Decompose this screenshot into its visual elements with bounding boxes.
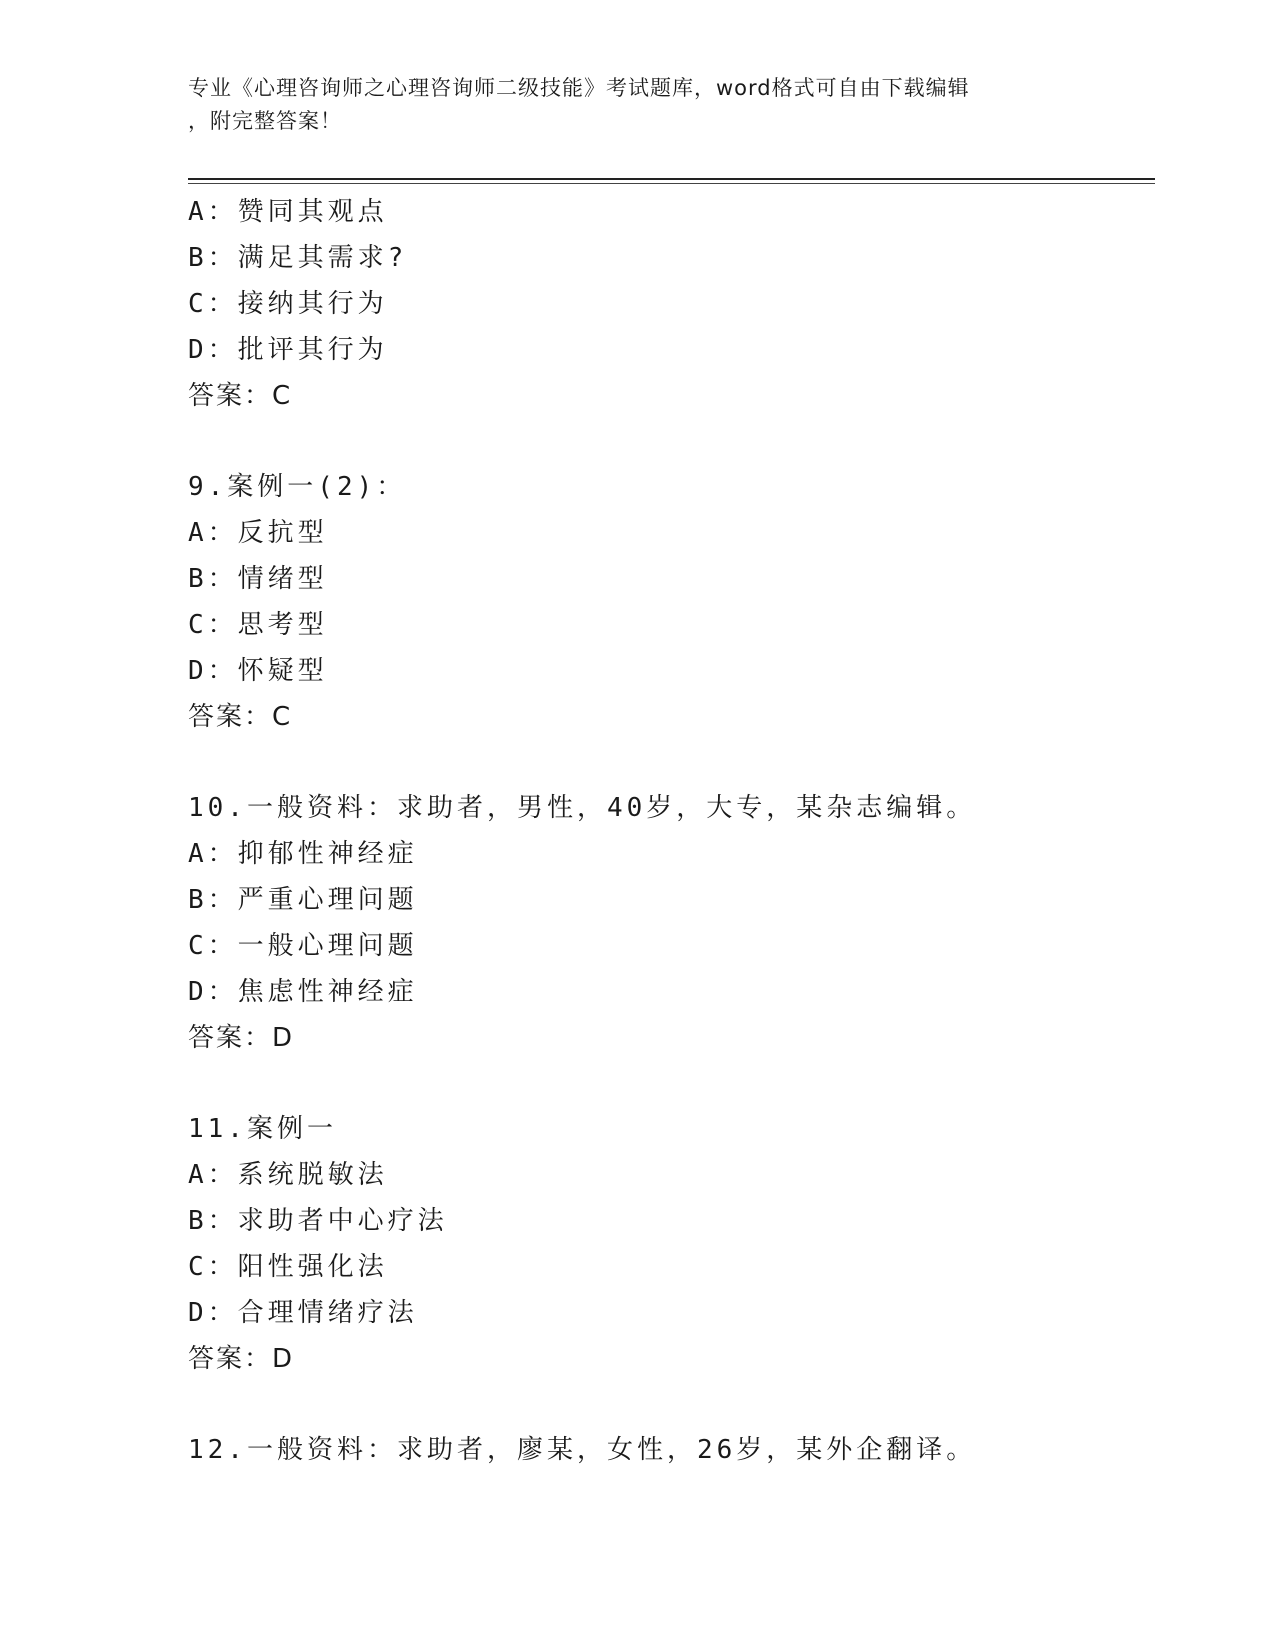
header-divider-thick: [188, 178, 1155, 180]
option-c: C：思考型: [188, 610, 328, 640]
question-8: [188, 189, 1148, 419]
question-list: [188, 189, 1148, 1473]
question-title: 10.一般资料：求助者，男性，40岁，大专，某杂志编辑。: [188, 793, 977, 823]
header-line-2: ，附完整答案！: [188, 109, 342, 133]
answer: 答案：D: [188, 1344, 295, 1374]
option-d: D：焦虑性神经症: [188, 977, 418, 1007]
question-12: [188, 1427, 1148, 1473]
question-9: [188, 464, 1148, 740]
question-title: 11.案例一: [188, 1114, 337, 1144]
option-d: D：批评其行为: [188, 335, 388, 365]
question-11: [188, 1106, 1148, 1382]
header-line-1: 专业《心理咨询师之心理咨询师二级技能》考试题库，word格式可自由下载编辑: [188, 76, 970, 100]
option-a: A：赞同其观点: [188, 197, 388, 227]
question-10: [188, 785, 1148, 1061]
option-c: C：一般心理问题: [188, 931, 418, 961]
option-b: B：情绪型: [188, 564, 328, 594]
answer: 答案：C: [188, 702, 293, 732]
option-a: A：反抗型: [188, 518, 328, 548]
answer: 答案：C: [188, 381, 293, 411]
question-title: 9.案例一(2)：: [188, 472, 407, 502]
document-header: [188, 72, 1088, 138]
header-divider-thin: [188, 183, 1155, 184]
option-c: C：接纳其行为: [188, 289, 388, 319]
option-d: D：怀疑型: [188, 656, 328, 686]
option-b: B：满足其需求?: [188, 243, 408, 273]
question-title: 12.一般资料：求助者，廖某，女性，26岁，某外企翻译。: [188, 1435, 977, 1465]
option-c: C：阳性强化法: [188, 1252, 388, 1282]
option-b: B：求助者中心疗法: [188, 1206, 448, 1236]
option-b: B：严重心理问题: [188, 885, 418, 915]
option-a: A：抑郁性神经症: [188, 839, 418, 869]
option-a: A：系统脱敏法: [188, 1160, 388, 1190]
answer: 答案：D: [188, 1023, 295, 1053]
option-d: D：合理情绪疗法: [188, 1298, 418, 1328]
